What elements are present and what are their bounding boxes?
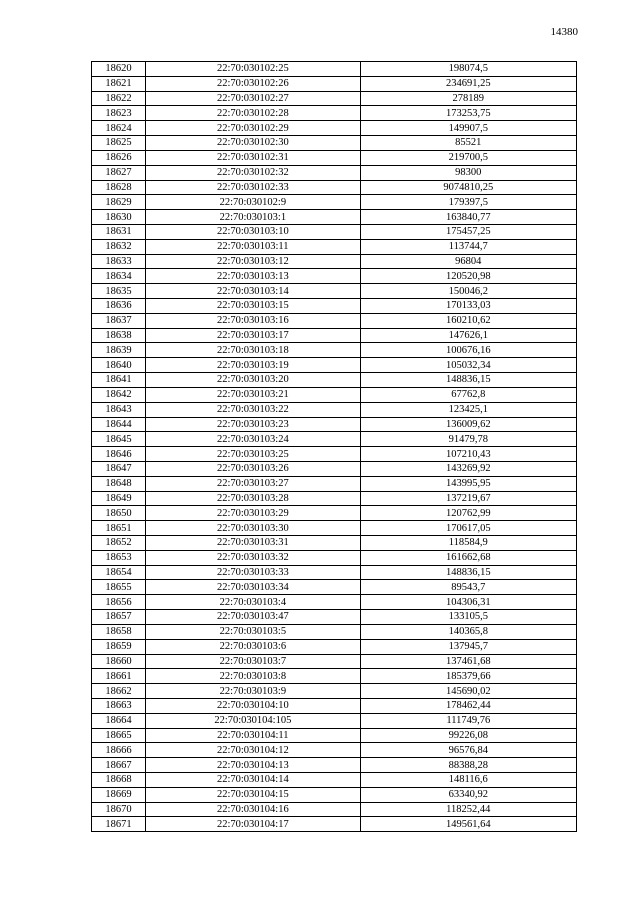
row-number-cell: 18643	[92, 402, 146, 417]
value-cell: 148836,15	[360, 565, 576, 580]
table-row	[92, 728, 577, 743]
cadastral-number-cell: 22:70:030103:47	[146, 610, 360, 625]
value-cell: 170617,05	[360, 521, 576, 536]
table-row	[92, 447, 577, 462]
cadastral-number-cell: 22:70:030103:24	[146, 432, 360, 447]
row-number-cell: 18638	[92, 328, 146, 343]
value-cell: 179397,5	[360, 195, 576, 210]
value-cell: 85521	[360, 136, 576, 151]
value-cell: 137945,7	[360, 639, 576, 654]
table-row	[92, 269, 577, 284]
value-cell: 133105,5	[360, 610, 576, 625]
value-cell: 118584,9	[360, 536, 576, 551]
cadastral-number-cell: 22:70:030103:32	[146, 550, 360, 565]
cadastral-number-cell: 22:70:030103:17	[146, 328, 360, 343]
table-row	[92, 565, 577, 580]
cadastral-number-cell: 22:70:030103:12	[146, 254, 360, 269]
value-cell: 88388,28	[360, 758, 576, 773]
cadastral-number-cell: 22:70:030103:11	[146, 239, 360, 254]
cadastral-number-cell: 22:70:030104:105	[146, 713, 360, 728]
value-cell: 149907,5	[360, 121, 576, 136]
row-number-cell: 18642	[92, 387, 146, 402]
row-number-cell: 18648	[92, 476, 146, 491]
value-cell: 170133,03	[360, 299, 576, 314]
row-number-cell: 18652	[92, 536, 146, 551]
cadastral-number-cell: 22:70:030103:34	[146, 580, 360, 595]
row-number-cell: 18630	[92, 210, 146, 225]
row-number-cell: 18669	[92, 787, 146, 802]
table-row	[92, 521, 577, 536]
value-cell: 185379,66	[360, 669, 576, 684]
cadastral-number-cell: 22:70:030103:13	[146, 269, 360, 284]
row-number-cell: 18637	[92, 313, 146, 328]
row-number-cell: 18623	[92, 106, 146, 121]
cadastral-number-cell: 22:70:030104:17	[146, 817, 360, 832]
row-number-cell: 18656	[92, 595, 146, 610]
cadastral-number-cell: 22:70:030103:16	[146, 313, 360, 328]
value-cell: 278189	[360, 91, 576, 106]
table-row	[92, 476, 577, 491]
value-cell: 148116,6	[360, 773, 576, 788]
row-number-cell: 18629	[92, 195, 146, 210]
table-row	[92, 402, 577, 417]
table-row	[92, 180, 577, 195]
cadastral-number-cell: 22:70:030103:30	[146, 521, 360, 536]
table-row	[92, 284, 577, 299]
table-row	[92, 698, 577, 713]
value-cell: 163840,77	[360, 210, 576, 225]
table-row	[92, 373, 577, 388]
table-row	[92, 91, 577, 106]
row-number-cell: 18668	[92, 773, 146, 788]
cadastral-number-cell: 22:70:030103:19	[146, 358, 360, 373]
row-number-cell: 18641	[92, 373, 146, 388]
value-cell: 148836,15	[360, 373, 576, 388]
table-row	[92, 758, 577, 773]
table-row	[92, 387, 577, 402]
table-row	[92, 610, 577, 625]
row-number-cell: 18626	[92, 150, 146, 165]
table-row	[92, 713, 577, 728]
row-number-cell: 18627	[92, 165, 146, 180]
table-row	[92, 313, 577, 328]
cadastral-number-cell: 22:70:030102:26	[146, 76, 360, 91]
table-row	[92, 328, 577, 343]
cadastral-number-cell: 22:70:030103:26	[146, 461, 360, 476]
cadastral-number-cell: 22:70:030103:18	[146, 343, 360, 358]
table-row	[92, 239, 577, 254]
table-row	[92, 624, 577, 639]
cadastral-number-cell: 22:70:030104:12	[146, 743, 360, 758]
table-body	[92, 62, 577, 832]
table-row	[92, 773, 577, 788]
value-cell: 98300	[360, 165, 576, 180]
cadastral-number-cell: 22:70:030103:29	[146, 506, 360, 521]
cadastral-number-cell: 22:70:030102:29	[146, 121, 360, 136]
row-number-cell: 18665	[92, 728, 146, 743]
table-row	[92, 743, 577, 758]
table-row	[92, 595, 577, 610]
value-cell: 137461,68	[360, 654, 576, 669]
table-row	[92, 461, 577, 476]
row-number-cell: 18644	[92, 417, 146, 432]
row-number-cell: 18639	[92, 343, 146, 358]
table-row	[92, 802, 577, 817]
value-cell: 161662,68	[360, 550, 576, 565]
row-number-cell: 18646	[92, 447, 146, 462]
table-row	[92, 550, 577, 565]
row-number-cell: 18655	[92, 580, 146, 595]
value-cell: 136009,62	[360, 417, 576, 432]
value-cell: 149561,64	[360, 817, 576, 832]
cadastral-number-cell: 22:70:030103:31	[146, 536, 360, 551]
table-row	[92, 150, 577, 165]
cadastral-number-cell: 22:70:030103:21	[146, 387, 360, 402]
table-row	[92, 254, 577, 269]
row-number-cell: 18663	[92, 698, 146, 713]
row-number-cell: 18634	[92, 269, 146, 284]
cadastral-number-cell: 22:70:030104:15	[146, 787, 360, 802]
value-cell: 118252,44	[360, 802, 576, 817]
table-row	[92, 654, 577, 669]
row-number-cell: 18667	[92, 758, 146, 773]
cadastral-number-cell: 22:70:030102:28	[146, 106, 360, 121]
cadastral-number-cell: 22:70:030104:13	[146, 758, 360, 773]
table-row	[92, 224, 577, 239]
table-row	[92, 639, 577, 654]
row-number-cell: 18625	[92, 136, 146, 151]
row-number-cell: 18651	[92, 521, 146, 536]
table-row	[92, 432, 577, 447]
value-cell: 120520,98	[360, 269, 576, 284]
table-row	[92, 343, 577, 358]
row-number-cell: 18631	[92, 224, 146, 239]
value-cell: 96804	[360, 254, 576, 269]
cadastral-number-cell: 22:70:030103:1	[146, 210, 360, 225]
value-cell: 173253,75	[360, 106, 576, 121]
row-number-cell: 18659	[92, 639, 146, 654]
value-cell: 104306,31	[360, 595, 576, 610]
cadastral-number-cell: 22:70:030103:5	[146, 624, 360, 639]
row-number-cell: 18650	[92, 506, 146, 521]
table-row	[92, 195, 577, 210]
cadastral-number-cell: 22:70:030102:30	[146, 136, 360, 151]
table-row	[92, 62, 577, 77]
table-row	[92, 669, 577, 684]
value-cell: 9074810,25	[360, 180, 576, 195]
table-row	[92, 506, 577, 521]
row-number-cell: 18654	[92, 565, 146, 580]
value-cell: 175457,25	[360, 224, 576, 239]
value-cell: 107210,43	[360, 447, 576, 462]
value-cell: 89543,7	[360, 580, 576, 595]
table-row	[92, 106, 577, 121]
cadastral-number-cell: 22:70:030103:25	[146, 447, 360, 462]
row-number-cell: 18621	[92, 76, 146, 91]
value-cell: 91479,78	[360, 432, 576, 447]
row-number-cell: 18670	[92, 802, 146, 817]
value-cell: 120762,99	[360, 506, 576, 521]
cadastral-number-cell: 22:70:030102:25	[146, 62, 360, 77]
page-number: 14380	[550, 26, 578, 38]
row-number-cell: 18661	[92, 669, 146, 684]
value-cell: 96576,84	[360, 743, 576, 758]
cadastral-number-cell: 22:70:030103:6	[146, 639, 360, 654]
cadastral-number-cell: 22:70:030103:10	[146, 224, 360, 239]
row-number-cell: 18662	[92, 684, 146, 699]
value-cell: 113744,7	[360, 239, 576, 254]
value-cell: 63340,92	[360, 787, 576, 802]
cadastral-value-table	[91, 61, 577, 832]
row-number-cell: 18635	[92, 284, 146, 299]
value-cell: 219700,5	[360, 150, 576, 165]
row-number-cell: 18622	[92, 91, 146, 106]
cadastral-number-cell: 22:70:030103:9	[146, 684, 360, 699]
row-number-cell: 18620	[92, 62, 146, 77]
value-cell: 198074,5	[360, 62, 576, 77]
value-cell: 100676,16	[360, 343, 576, 358]
cadastral-number-cell: 22:70:030103:14	[146, 284, 360, 299]
cadastral-number-cell: 22:70:030103:7	[146, 654, 360, 669]
cadastral-number-cell: 22:70:030103:8	[146, 669, 360, 684]
table-row	[92, 121, 577, 136]
value-cell: 178462,44	[360, 698, 576, 713]
table-row	[92, 491, 577, 506]
row-number-cell: 18658	[92, 624, 146, 639]
table-row	[92, 136, 577, 151]
table-row	[92, 817, 577, 832]
cadastral-number-cell: 22:70:030103:22	[146, 402, 360, 417]
table-row	[92, 536, 577, 551]
value-cell: 143269,92	[360, 461, 576, 476]
row-number-cell: 18666	[92, 743, 146, 758]
row-number-cell: 18649	[92, 491, 146, 506]
table-row	[92, 299, 577, 314]
value-cell: 145690,02	[360, 684, 576, 699]
table-row	[92, 417, 577, 432]
table-row	[92, 165, 577, 180]
value-cell: 111749,76	[360, 713, 576, 728]
cadastral-number-cell: 22:70:030104:16	[146, 802, 360, 817]
row-number-cell: 18636	[92, 299, 146, 314]
cadastral-number-cell: 22:70:030102:33	[146, 180, 360, 195]
row-number-cell: 18633	[92, 254, 146, 269]
value-cell: 160210,62	[360, 313, 576, 328]
row-number-cell: 18657	[92, 610, 146, 625]
row-number-cell: 18640	[92, 358, 146, 373]
table-row	[92, 76, 577, 91]
row-number-cell: 18664	[92, 713, 146, 728]
table-row	[92, 580, 577, 595]
cadastral-number-cell: 22:70:030103:4	[146, 595, 360, 610]
row-number-cell: 18632	[92, 239, 146, 254]
value-cell: 137219,67	[360, 491, 576, 506]
cadastral-number-cell: 22:70:030103:23	[146, 417, 360, 432]
value-cell: 140365,8	[360, 624, 576, 639]
cadastral-number-cell: 22:70:030103:27	[146, 476, 360, 491]
cadastral-number-cell: 22:70:030104:14	[146, 773, 360, 788]
cadastral-number-cell: 22:70:030103:15	[146, 299, 360, 314]
row-number-cell: 18628	[92, 180, 146, 195]
cadastral-number-cell: 22:70:030103:28	[146, 491, 360, 506]
row-number-cell: 18660	[92, 654, 146, 669]
value-cell: 105032,34	[360, 358, 576, 373]
cadastral-number-cell: 22:70:030102:9	[146, 195, 360, 210]
row-number-cell: 18671	[92, 817, 146, 832]
cadastral-number-cell: 22:70:030103:20	[146, 373, 360, 388]
cadastral-number-cell: 22:70:030102:27	[146, 91, 360, 106]
cadastral-number-cell: 22:70:030103:33	[146, 565, 360, 580]
cadastral-number-cell: 22:70:030104:10	[146, 698, 360, 713]
cadastral-number-cell: 22:70:030102:31	[146, 150, 360, 165]
cadastral-number-cell: 22:70:030104:11	[146, 728, 360, 743]
table-row	[92, 684, 577, 699]
value-cell: 143995,95	[360, 476, 576, 491]
cadastral-number-cell: 22:70:030102:32	[146, 165, 360, 180]
table-row	[92, 787, 577, 802]
value-cell: 150046,2	[360, 284, 576, 299]
row-number-cell: 18653	[92, 550, 146, 565]
table-row	[92, 210, 577, 225]
row-number-cell: 18647	[92, 461, 146, 476]
table-row	[92, 358, 577, 373]
row-number-cell: 18624	[92, 121, 146, 136]
value-cell: 123425,1	[360, 402, 576, 417]
value-cell: 147626,1	[360, 328, 576, 343]
value-cell: 99226,08	[360, 728, 576, 743]
value-cell: 67762,8	[360, 387, 576, 402]
row-number-cell: 18645	[92, 432, 146, 447]
value-cell: 234691,25	[360, 76, 576, 91]
